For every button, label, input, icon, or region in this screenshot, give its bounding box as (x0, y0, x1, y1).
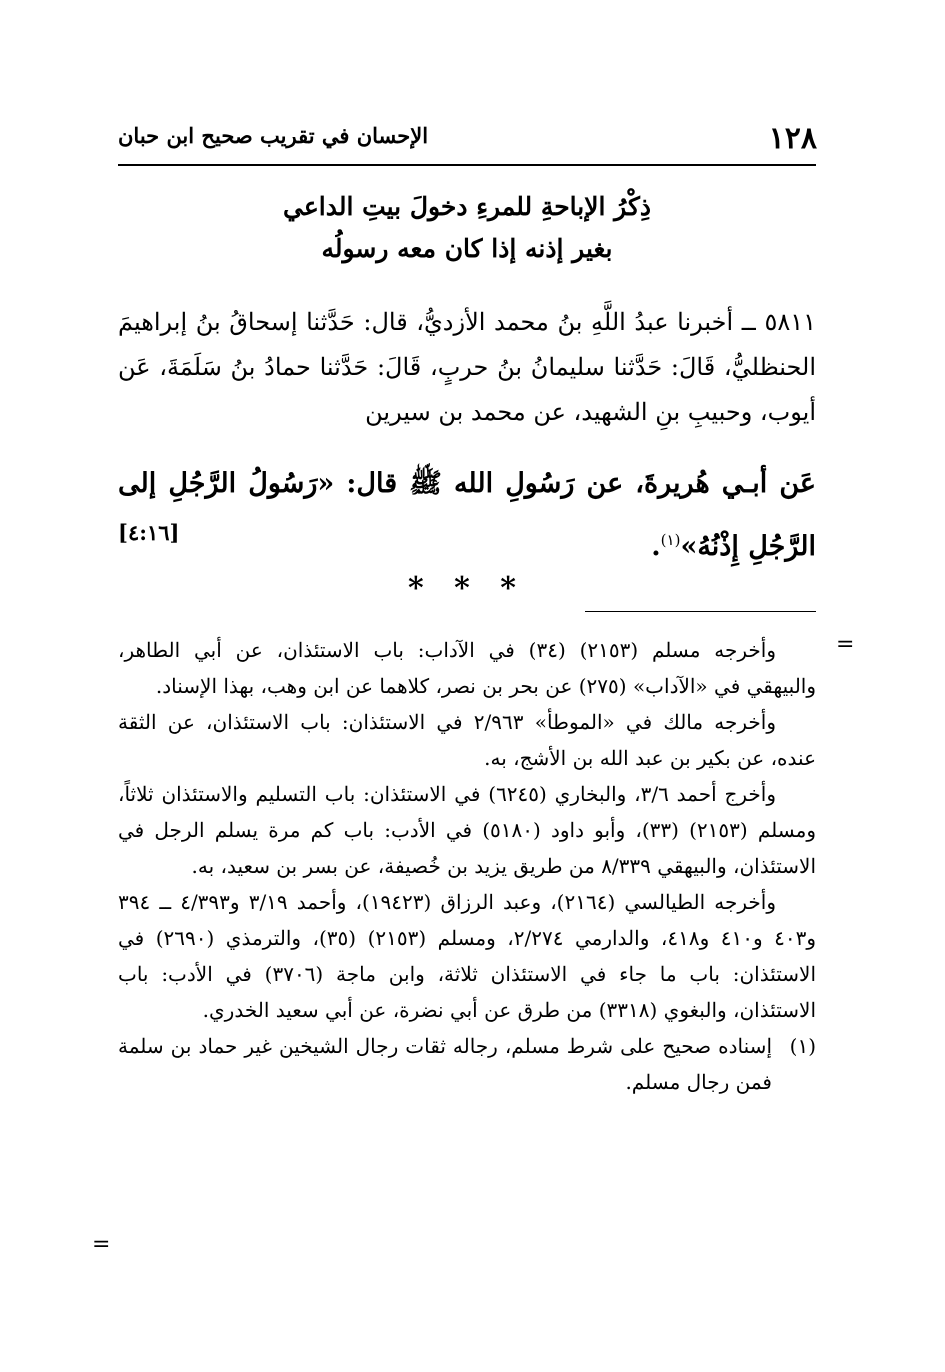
continuation-mark-top: = (836, 632, 855, 657)
section-separator: * * * (408, 571, 526, 606)
footnote-paragraph-1: وأخرجه مسلم (٢١٥٣) (٣٤) في الآداب: باب الاستئذان، عن أبي الطاهر، والبيهقي في «الآداب» (٢٧٥) عن بحر بن نصر، كلاهما عن ابن وهب، بهذا الإسناد. (118, 638, 816, 698)
footnote-paragraph-2: وأخرجه مالك في «الموطأ» ٢/٩٦٣ في الاستئذان: باب الاستئذان، عن الثقة عنده، عن بكير بن عبد الله بن الأشج، به. (118, 710, 816, 770)
volume-reference: [٤:١٦] (118, 520, 180, 545)
header-rule (118, 164, 816, 166)
footnote-paragraph-3: وأخرج أحمد ٣/٦، والبخاري (٦٢٤٥) في الاستئذان: باب التسليم والاستئذان ثلاثاً، ومسلم (٢١٥٣) (٣٣)، وأبو داود (٥١٨٠) في الأدب: باب كم مرة يسلم الرجل في الاستئذان، والبيهقي ٨/٣٣٩ من طريق يزيد بن خُصيفة، عن بسر بن سعيد، به. (118, 782, 816, 878)
hadith-matn-end: . (651, 531, 661, 562)
chapter-heading-line-2: بغير إذنه إذا كان معه رسولُه (321, 234, 613, 263)
footnote-rule (585, 611, 816, 612)
hadith-isnad: ٥٨١١ ــ أخبرنا عبدُ اللَّهِ بنُ محمد الأزديُّ، قال: حَدَّثنا إسحاقُ بنُ إبراهيمَ الحنظليُّ، قَالَ: حَدَّثنا سليمانُ بنُ حربٍ، قَالَ: حَدَّثنا حمادُ بنُ سَلَمَةَ، عَن أيوب، وحبيبِ بنِ الشهيد، عن محمد بن سيرين (118, 308, 816, 426)
footnote-1 (118, 1028, 816, 1100)
running-header-title: الإحسان في تقريب صحيح ابن حبان (118, 123, 429, 148)
footnotes (118, 632, 816, 1100)
hadith-matn-text: عَن أبـي هُريرةَ، عن رَسُولِ الله ﷺ قال: «رَسُولُ الرَّجُلِ إلى الرَّجُلِ إِذْنُهُ» (118, 468, 816, 562)
footnote-marker: (١) (660, 531, 681, 549)
continuation-mark-bottom: = (92, 1232, 111, 1257)
footnote-paragraph-4: وأخرجه الطيالسي (٢١٦٤)، وعبد الرزاق (١٩٤٢٣)، وأحمد ٣/١٩ و٤/٣٩٣ ــ ٣٩٤ و٤٠٣ و٤١٠ و٤١٨، والدارمي ٢/٢٧٤، ومسلم (٢١٥٣) (٣٥)، والترمذي (٢٦٩٠) في الاستئذان: باب ما جاء في الاستئذان ثلاثة، وابن ماجة (٣٧٠٦) في الأدب: باب الاستئذان، والبغوي (٣٣١٨) من طرق عن أبي نضرة، عن أبي سعيد الخدري. (118, 890, 817, 1022)
chapter-heading (118, 186, 816, 270)
chapter-heading-line-1: ذِكْرُ الإباحةِ للمرءِ دخولَ بيتِ الداعي (283, 192, 651, 221)
page-number: ١٢٨ (768, 121, 817, 156)
footnote-1-number: (١) (789, 1034, 816, 1058)
footnote-1-text: إسناده صحيح على شرط مسلم، رجاله ثقات رجال الشيخين غير حماد بن سلمة فمن رجال مسلم. (118, 1034, 772, 1094)
hadith-matn (118, 456, 816, 575)
